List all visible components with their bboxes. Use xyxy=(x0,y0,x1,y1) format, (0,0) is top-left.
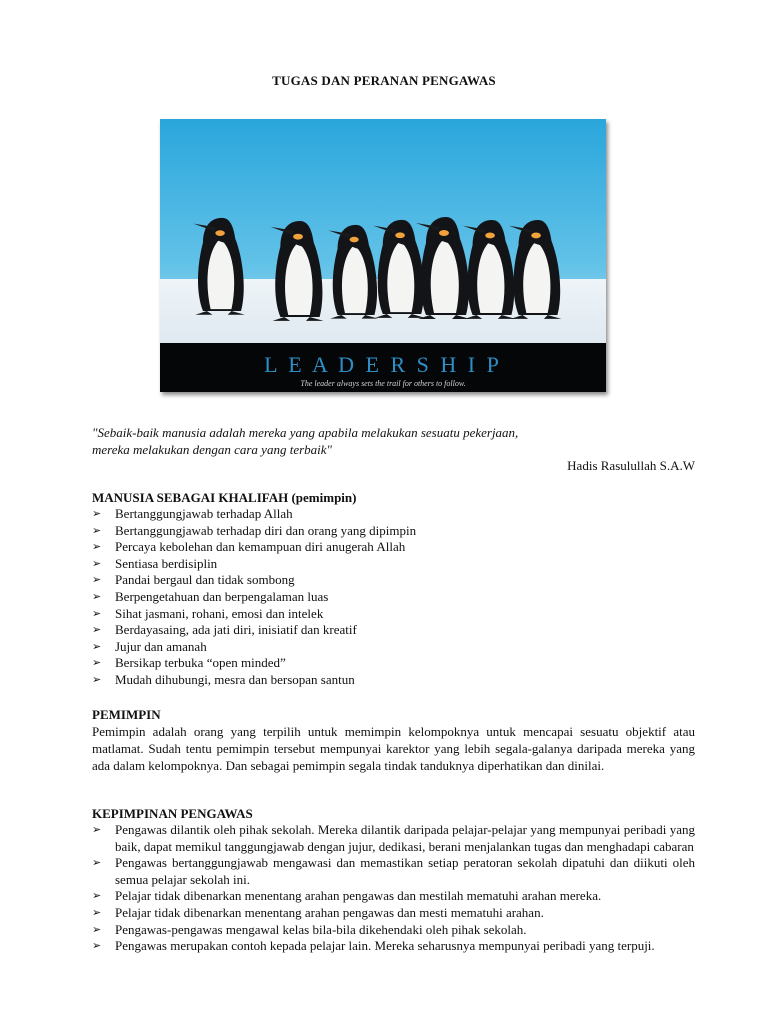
arrow-bullet-icon: ➢ xyxy=(92,624,102,637)
arrow-bullet-icon: ➢ xyxy=(92,557,102,570)
list-item xyxy=(92,822,695,855)
list-item-text: Berpengetahuan dan berpengalaman luas xyxy=(115,588,329,604)
list-item-text: Bertanggungjawab terhadap Allah xyxy=(115,506,293,521)
poster-caption: The leader always sets the trail for others to follow. xyxy=(300,379,466,388)
arrow-bullet-icon: ➢ xyxy=(92,857,102,870)
list-item-text: Bertanggungjawab terhadap diri dan orang yang dipimpin xyxy=(115,522,417,538)
list-item-text: Jujur dan amanah xyxy=(115,638,207,654)
list-item-text: Sentiasa berdisiplin xyxy=(115,555,218,571)
list-item xyxy=(92,539,695,556)
section-kepimpinan-heading: KEPIMPINAN PENGAWAS xyxy=(92,806,253,821)
khalifah-list xyxy=(92,506,695,689)
list-item xyxy=(92,589,695,606)
list-item xyxy=(92,672,695,689)
arrow-bullet-icon: ➢ xyxy=(92,673,102,686)
section-khalifah xyxy=(92,490,695,689)
list-item-text: Sihat jasmani, rohani, emosi dan intelek xyxy=(115,605,324,621)
list-item-text: Mudah dihubungi, mesra dan bersopan santun xyxy=(115,671,355,687)
arrow-bullet-icon: ➢ xyxy=(92,890,102,903)
arrow-bullet-icon: ➢ xyxy=(92,590,102,603)
list-item xyxy=(92,523,695,540)
list-item-text: Pengawas bertanggungjawab mengawasi dan memastikan setiap peratoran sekolah dipatuhi dan diikuti oleh semua pelajar sekolah ini. xyxy=(115,855,695,887)
list-item-text: Pengawas dilantik oleh pihak sekolah. Mereka dilantik daripada pelajar-pelajar yang mempunyai peribadi yang baik, dapat memikul tanggungjawab dengan jujur, dedikasi, berani menjalankan tugas dan menghadapi cabaran xyxy=(115,822,695,854)
kepimpinan-list xyxy=(92,822,695,955)
list-item xyxy=(92,556,695,573)
list-item xyxy=(92,888,695,905)
list-item xyxy=(92,855,695,888)
arrow-bullet-icon: ➢ xyxy=(92,923,102,936)
list-item xyxy=(92,905,695,922)
section-pemimpin-heading: PEMIMPIN xyxy=(92,707,161,722)
list-item xyxy=(92,922,695,939)
section-khalifah-heading: MANUSIA SEBAGAI KHALIFAH (pemimpin) xyxy=(92,490,357,505)
arrow-bullet-icon: ➢ xyxy=(92,524,102,537)
list-item-text: Berdayasaing, ada jati diri, inisiatif dan kreatif xyxy=(115,622,357,638)
list-item-text: Pelajar tidak dibenarkan menentang arahan pengawas dan mestilah mematuhi arahan mereka. xyxy=(115,888,602,904)
quote-line-1: "Sebaik-baik manusia adalah mereka yang apabila melakukan sesuatu pekerjaan, xyxy=(92,425,519,440)
list-item-text: Pengawas-pengawas mengawal kelas bila-bila dikehendaki oleh pihak sekolah. xyxy=(115,921,527,937)
arrow-bullet-icon: ➢ xyxy=(92,574,102,587)
list-item xyxy=(92,606,695,623)
list-item xyxy=(92,506,695,523)
hadith-quote xyxy=(92,424,652,458)
arrow-bullet-icon: ➢ xyxy=(92,640,102,653)
list-item xyxy=(92,639,695,656)
arrow-bullet-icon: ➢ xyxy=(92,607,102,620)
pemimpin-paragraph: Pemimpin adalah orang yang terpilih untuk memimpin kelompoknya untuk mencapai sesuatu objektif atau matlamat. Sudah tentu pemimpin tersebut mempunyai karektor yang lebih segala-galanya daripada mereka yang ada dalam kelompoknya. Dan sebagai pemimpin segala tindak tanduknya diperhatikan dan dinilai. xyxy=(92,724,695,773)
penguins-photo xyxy=(160,119,606,392)
list-item xyxy=(92,655,695,672)
quote-attribution: Hadis Rasulullah S.A.W xyxy=(567,458,695,473)
list-item-text: Pengawas merupakan contoh kepada pelajar lain. Mereka seharusnya mempunyai peribadi yang terpuji. xyxy=(115,938,655,954)
arrow-bullet-icon: ➢ xyxy=(92,906,102,919)
section-pemimpin xyxy=(92,707,695,774)
leadership-poster-image xyxy=(160,119,606,392)
list-item xyxy=(92,572,695,589)
quote-line-2: mereka melakukan dengan cara yang terbaik" xyxy=(92,442,332,457)
list-item-text: Percaya kebolehan dan kemampuan diri anugerah Allah xyxy=(115,539,406,555)
arrow-bullet-icon: ➢ xyxy=(92,824,102,836)
arrow-bullet-icon: ➢ xyxy=(92,940,102,953)
list-item-text: Bersikap terbuka “open minded” xyxy=(115,655,286,671)
list-item xyxy=(92,622,695,639)
list-item-text: Pelajar tidak dibenarkan menentang arahan pengawas dan mesti mematuhi arahan. xyxy=(115,904,544,920)
arrow-bullet-icon: ➢ xyxy=(92,541,102,554)
list-item-text: Pandai bergaul dan tidak sombong xyxy=(115,572,295,588)
poster-word: L E A D E R S H I P xyxy=(264,352,502,377)
arrow-bullet-icon: ➢ xyxy=(92,657,102,670)
section-kepimpinan xyxy=(92,806,695,955)
arrow-bullet-icon: ➢ xyxy=(92,508,102,520)
document-title: TUGAS DAN PERANAN PENGAWAS xyxy=(272,73,496,88)
list-item xyxy=(92,938,695,955)
